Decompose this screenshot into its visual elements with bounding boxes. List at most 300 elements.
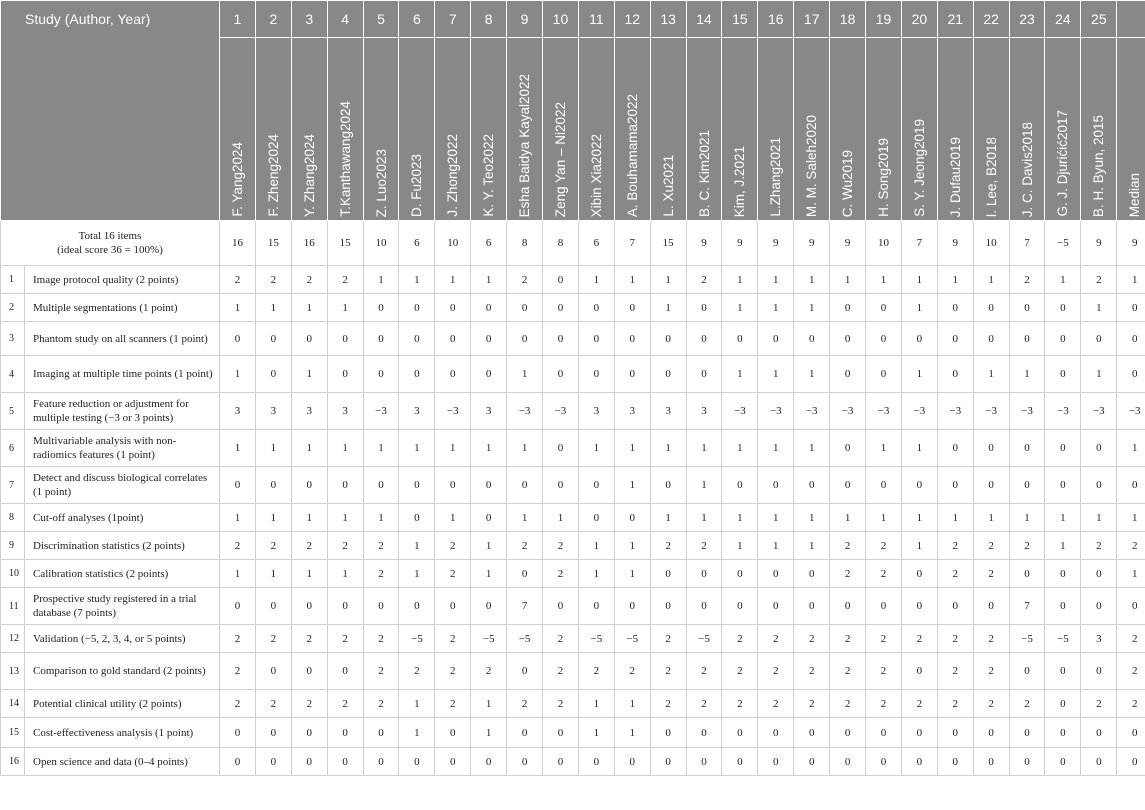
- table-row: [1, 588, 1145, 625]
- score-cell: 0: [507, 322, 543, 356]
- item-number: 15: [1, 718, 25, 748]
- table-row: [1, 532, 1145, 560]
- score-cell: −3: [758, 393, 794, 430]
- score-cell: 2: [255, 625, 291, 653]
- total-score: 9: [686, 221, 722, 266]
- score-cell: 2: [937, 560, 973, 588]
- study-name-header: [1009, 38, 1045, 221]
- score-cell: 0: [758, 748, 794, 776]
- study-name: A. Bouhamama2022: [624, 93, 640, 217]
- item-number: 1: [1, 266, 25, 294]
- median-cell: 1: [1117, 504, 1145, 532]
- score-cell: 1: [220, 504, 256, 532]
- score-cell: 1: [220, 356, 256, 393]
- study-name-header: [937, 38, 973, 221]
- score-cell: 0: [758, 718, 794, 748]
- study-name-header: [1045, 38, 1081, 221]
- score-cell: 0: [937, 322, 973, 356]
- score-cell: 2: [758, 653, 794, 690]
- score-cell: 0: [255, 718, 291, 748]
- score-cell: 2: [650, 625, 686, 653]
- score-cell: 1: [614, 266, 650, 294]
- score-cell: 1: [220, 294, 256, 322]
- score-cell: −3: [722, 393, 758, 430]
- score-cell: 2: [435, 690, 471, 718]
- score-cell: 0: [363, 748, 399, 776]
- score-cell: 0: [650, 560, 686, 588]
- score-cell: 0: [650, 748, 686, 776]
- score-cell: 2: [937, 625, 973, 653]
- median-cell: 0: [1117, 322, 1145, 356]
- score-cell: 0: [578, 356, 614, 393]
- score-cell: 2: [255, 266, 291, 294]
- total-score: 7: [901, 221, 937, 266]
- score-cell: 3: [578, 393, 614, 430]
- score-cell: 2: [722, 690, 758, 718]
- score-cell: 2: [973, 625, 1009, 653]
- score-cell: 0: [830, 588, 866, 625]
- study-name: J. Dufau2019: [947, 136, 963, 217]
- score-cell: 3: [291, 393, 327, 430]
- study-name: M. M. Saleh2020: [804, 114, 820, 217]
- score-cell: 1: [794, 532, 830, 560]
- item-description: Potential clinical utility (2 points): [25, 690, 220, 718]
- score-cell: 1: [973, 356, 1009, 393]
- total-score: 6: [399, 221, 435, 266]
- study-number: 15: [722, 1, 758, 38]
- median-cell: 1: [1117, 560, 1145, 588]
- median-cell: 1: [1117, 430, 1145, 467]
- table-row: [1, 467, 1145, 504]
- score-cell: 2: [650, 653, 686, 690]
- score-cell: 0: [973, 467, 1009, 504]
- score-cell: 1: [794, 356, 830, 393]
- median-header: [1117, 38, 1145, 221]
- score-cell: 2: [937, 532, 973, 560]
- score-cell: 0: [255, 322, 291, 356]
- score-cell: 0: [722, 588, 758, 625]
- score-cell: 0: [758, 560, 794, 588]
- study-number: 17: [794, 1, 830, 38]
- score-cell: 0: [866, 588, 902, 625]
- score-cell: 3: [1081, 625, 1117, 653]
- score-cell: 0: [686, 560, 722, 588]
- score-cell: 0: [830, 430, 866, 467]
- score-cell: 2: [543, 690, 579, 718]
- score-cell: 7: [1009, 588, 1045, 625]
- score-cell: 1: [866, 430, 902, 467]
- score-cell: 0: [1009, 718, 1045, 748]
- score-cell: −3: [1081, 393, 1117, 430]
- score-cell: 2: [1081, 690, 1117, 718]
- score-cell: 0: [327, 467, 363, 504]
- score-cell: 0: [1009, 748, 1045, 776]
- score-cell: 1: [291, 504, 327, 532]
- median-cell: 0: [1117, 467, 1145, 504]
- score-cell: 0: [758, 322, 794, 356]
- score-cell: 2: [507, 690, 543, 718]
- score-cell: 1: [471, 718, 507, 748]
- median-cell: 2: [1117, 690, 1145, 718]
- score-cell: 0: [1081, 588, 1117, 625]
- score-cell: −3: [363, 393, 399, 430]
- item-description: Cut-off analyses (1point): [25, 504, 220, 532]
- study-name-header: [722, 38, 758, 221]
- score-cell: 0: [543, 467, 579, 504]
- score-cell: 1: [507, 504, 543, 532]
- score-cell: 0: [255, 467, 291, 504]
- score-cell: 0: [435, 356, 471, 393]
- score-cell: 1: [507, 430, 543, 467]
- score-cell: 0: [866, 748, 902, 776]
- score-cell: 1: [578, 560, 614, 588]
- score-cell: 2: [291, 266, 327, 294]
- score-cell: −3: [543, 393, 579, 430]
- study-name: S. Y. Jeong2019: [911, 119, 927, 217]
- study-number: 1: [220, 1, 256, 38]
- score-cell: 2: [758, 625, 794, 653]
- score-cell: 1: [291, 560, 327, 588]
- study-name: F. Yang2024: [229, 142, 245, 217]
- score-cell: 1: [220, 560, 256, 588]
- score-cell: 1: [471, 532, 507, 560]
- score-cell: 0: [1045, 748, 1081, 776]
- score-cell: 1: [686, 504, 722, 532]
- score-cell: 2: [650, 690, 686, 718]
- score-cell: 2: [830, 653, 866, 690]
- median-cell: −3: [1117, 393, 1145, 430]
- score-cell: 0: [471, 322, 507, 356]
- total-score: 16: [291, 221, 327, 266]
- score-cell: 0: [291, 322, 327, 356]
- score-cell: 0: [471, 748, 507, 776]
- item-number: 3: [1, 322, 25, 356]
- score-cell: 0: [363, 467, 399, 504]
- score-cell: 0: [901, 748, 937, 776]
- score-cell: 1: [471, 690, 507, 718]
- score-cell: 1: [578, 690, 614, 718]
- score-cell: 0: [794, 748, 830, 776]
- score-cell: 1: [363, 430, 399, 467]
- item-description: Open science and data (0–4 points): [25, 748, 220, 776]
- score-cell: 1: [1081, 504, 1117, 532]
- median-cell: 1: [1117, 266, 1145, 294]
- score-cell: 2: [973, 653, 1009, 690]
- study-name: Y. Zhang2024: [301, 133, 317, 217]
- score-cell: 1: [578, 532, 614, 560]
- score-cell: 0: [255, 356, 291, 393]
- score-cell: 1: [722, 294, 758, 322]
- study-number: 22: [973, 1, 1009, 38]
- score-cell: 2: [1009, 690, 1045, 718]
- total-label: [1, 221, 220, 266]
- score-cell: 0: [471, 588, 507, 625]
- score-cell: 2: [686, 690, 722, 718]
- total-label-line2: (ideal score 36 = 100%): [57, 244, 163, 256]
- total-score: −5: [1045, 221, 1081, 266]
- score-cell: 1: [614, 560, 650, 588]
- score-cell: 2: [794, 625, 830, 653]
- median-cell: 0: [1117, 294, 1145, 322]
- score-cell: 0: [1045, 588, 1081, 625]
- score-cell: 2: [830, 625, 866, 653]
- score-cell: 0: [650, 467, 686, 504]
- table-row: [1, 356, 1145, 393]
- score-cell: 1: [399, 532, 435, 560]
- study-number: 16: [758, 1, 794, 38]
- score-cell: 2: [686, 532, 722, 560]
- study-name-header: [686, 38, 722, 221]
- score-cell: 0: [1045, 356, 1081, 393]
- score-cell: 0: [435, 748, 471, 776]
- score-cell: 0: [614, 588, 650, 625]
- score-cell: 0: [973, 588, 1009, 625]
- study-name: K. Y. Teo2022: [481, 134, 497, 217]
- score-cell: 7: [507, 588, 543, 625]
- score-cell: 0: [291, 653, 327, 690]
- score-cell: 2: [327, 532, 363, 560]
- study-name-header: [614, 38, 650, 221]
- score-cell: 0: [507, 653, 543, 690]
- study-number: 9: [507, 1, 543, 38]
- median-number-blank: [1117, 1, 1145, 38]
- score-cell: 1: [901, 430, 937, 467]
- score-cell: 0: [399, 294, 435, 322]
- score-cell: 0: [220, 718, 256, 748]
- score-cell: 2: [1081, 266, 1117, 294]
- score-cell: −5: [686, 625, 722, 653]
- score-cell: 2: [291, 690, 327, 718]
- total-score: 6: [471, 221, 507, 266]
- score-cell: 0: [327, 322, 363, 356]
- score-cell: 2: [327, 690, 363, 718]
- score-cell: 1: [614, 532, 650, 560]
- score-cell: 1: [327, 504, 363, 532]
- item-description: Detect and discuss biological correlates (1 point): [25, 467, 220, 504]
- score-cell: 0: [435, 467, 471, 504]
- score-cell: 1: [973, 266, 1009, 294]
- score-cell: 1: [399, 718, 435, 748]
- score-cell: 0: [507, 748, 543, 776]
- item-number: 4: [1, 356, 25, 393]
- study-name-header: [543, 38, 579, 221]
- study-name-header: [866, 38, 902, 221]
- score-cell: 1: [866, 504, 902, 532]
- score-cell: 2: [830, 560, 866, 588]
- total-score: 7: [1009, 221, 1045, 266]
- score-cell: 0: [255, 588, 291, 625]
- total-score: 10: [973, 221, 1009, 266]
- study-name: Zeng Yan – Ni2022: [552, 101, 568, 217]
- score-cell: 2: [435, 625, 471, 653]
- item-number: 9: [1, 532, 25, 560]
- score-cell: 2: [794, 653, 830, 690]
- study-name: C. Wu2019: [840, 149, 856, 217]
- table-row: [1, 718, 1145, 748]
- score-cell: 0: [973, 294, 1009, 322]
- score-cell: 2: [937, 690, 973, 718]
- study-name: Z. Luo2023: [373, 148, 389, 217]
- score-cell: 3: [399, 393, 435, 430]
- study-number: 2: [255, 1, 291, 38]
- score-cell: 1: [722, 356, 758, 393]
- score-cell: 0: [399, 356, 435, 393]
- item-number: 10: [1, 560, 25, 588]
- score-cell: 1: [722, 504, 758, 532]
- score-cell: 1: [794, 430, 830, 467]
- study-name-header: [794, 38, 830, 221]
- score-cell: 0: [327, 748, 363, 776]
- item-description: Multivariable analysis with non-radiomics features (1 point): [25, 430, 220, 467]
- score-cell: 1: [399, 266, 435, 294]
- study-name: G. J. Djurićić2017: [1055, 110, 1071, 217]
- score-cell: 0: [507, 294, 543, 322]
- score-cell: 0: [650, 588, 686, 625]
- item-description: Validation (−5, 2, 3, 4, or 5 points): [25, 625, 220, 653]
- score-cell: 1: [255, 430, 291, 467]
- score-cell: 1: [291, 356, 327, 393]
- score-cell: 2: [220, 690, 256, 718]
- study-name: B. H. Byun, 2015: [1091, 114, 1107, 217]
- score-cell: −3: [435, 393, 471, 430]
- score-cell: 1: [1009, 356, 1045, 393]
- score-cell: 0: [578, 467, 614, 504]
- score-cell: 2: [866, 560, 902, 588]
- table-title: Study (Author, Year): [1, 1, 220, 221]
- score-cell: 0: [578, 748, 614, 776]
- table-row: [1, 294, 1145, 322]
- score-cell: 2: [758, 690, 794, 718]
- score-cell: 0: [722, 322, 758, 356]
- score-cell: −5: [1045, 625, 1081, 653]
- score-cell: 0: [866, 294, 902, 322]
- score-cell: 2: [363, 690, 399, 718]
- score-cell: 0: [435, 322, 471, 356]
- study-name-header: [1081, 38, 1117, 221]
- score-cell: 1: [363, 504, 399, 532]
- score-cell: 1: [327, 294, 363, 322]
- study-name-header: [399, 38, 435, 221]
- score-cell: 2: [830, 532, 866, 560]
- study-name: Esha Baidya Kayal2022: [517, 73, 533, 217]
- score-cell: 0: [543, 356, 579, 393]
- score-cell: 2: [220, 266, 256, 294]
- study-name-header: [650, 38, 686, 221]
- score-cell: 0: [327, 653, 363, 690]
- score-cell: 0: [399, 588, 435, 625]
- score-cell: 1: [291, 294, 327, 322]
- score-cell: −3: [1009, 393, 1045, 430]
- item-number: 7: [1, 467, 25, 504]
- score-cell: 0: [543, 718, 579, 748]
- total-score: 16: [220, 221, 256, 266]
- score-cell: 0: [543, 322, 579, 356]
- total-score: 8: [507, 221, 543, 266]
- table-row: [1, 625, 1145, 653]
- study-name: L. Xu2021: [660, 155, 676, 217]
- score-cell: 1: [471, 266, 507, 294]
- score-cell: 0: [578, 504, 614, 532]
- score-cell: 1: [794, 294, 830, 322]
- study-number: 23: [1009, 1, 1045, 38]
- score-cell: 2: [291, 532, 327, 560]
- score-cell: 1: [614, 430, 650, 467]
- score-cell: 2: [1081, 532, 1117, 560]
- score-cell: 1: [830, 266, 866, 294]
- score-cell: 0: [1009, 322, 1045, 356]
- study-number: 14: [686, 1, 722, 38]
- score-cell: 1: [901, 532, 937, 560]
- score-cell: 2: [901, 625, 937, 653]
- score-cell: 1: [758, 504, 794, 532]
- score-cell: 0: [471, 504, 507, 532]
- score-cell: 1: [794, 504, 830, 532]
- study-name: H. Song2019: [875, 138, 891, 217]
- score-cell: 2: [866, 625, 902, 653]
- item-description: Feature reduction or adjustment for multiple testing (−3 or 3 points): [25, 393, 220, 430]
- score-cell: 0: [937, 430, 973, 467]
- score-cell: 0: [291, 467, 327, 504]
- score-cell: 0: [650, 322, 686, 356]
- total-score: 10: [435, 221, 471, 266]
- item-description: Prospective study registered in a trial database (7 points): [25, 588, 220, 625]
- score-cell: 1: [758, 430, 794, 467]
- score-cell: 0: [937, 748, 973, 776]
- score-cell: 1: [650, 430, 686, 467]
- score-cell: 2: [291, 625, 327, 653]
- score-cell: 0: [866, 718, 902, 748]
- score-cell: 2: [363, 653, 399, 690]
- study-name: J. C. Davis2018: [1019, 121, 1035, 217]
- total-score: 10: [866, 221, 902, 266]
- score-cell: 1: [722, 532, 758, 560]
- score-cell: 0: [973, 322, 1009, 356]
- score-cell: 0: [1081, 718, 1117, 748]
- score-cell: 0: [435, 294, 471, 322]
- total-score: 9: [722, 221, 758, 266]
- score-cell: 2: [471, 653, 507, 690]
- score-cell: 0: [722, 718, 758, 748]
- score-cell: 0: [1045, 322, 1081, 356]
- score-cell: 0: [220, 588, 256, 625]
- item-description: Discrimination statistics (2 points): [25, 532, 220, 560]
- score-cell: 0: [901, 588, 937, 625]
- score-cell: 0: [1045, 690, 1081, 718]
- study-name: D. Fu2023: [409, 153, 425, 217]
- study-name: L.Zhang2021: [768, 137, 784, 217]
- score-cell: 2: [363, 532, 399, 560]
- score-cell: 0: [1045, 467, 1081, 504]
- study-number: 11: [578, 1, 614, 38]
- score-cell: −5: [614, 625, 650, 653]
- study-number: 13: [650, 1, 686, 38]
- score-cell: −3: [973, 393, 1009, 430]
- score-cell: 0: [614, 356, 650, 393]
- score-cell: 0: [973, 748, 1009, 776]
- score-cell: 1: [614, 467, 650, 504]
- score-cell: 0: [327, 588, 363, 625]
- score-cell: 1: [471, 430, 507, 467]
- score-cell: 2: [866, 653, 902, 690]
- item-number: 12: [1, 625, 25, 653]
- score-cell: 3: [614, 393, 650, 430]
- score-cell: 0: [937, 356, 973, 393]
- study-name: Kim, J.2021: [732, 145, 748, 217]
- score-cell: 0: [327, 718, 363, 748]
- score-cell: 2: [220, 653, 256, 690]
- score-cell: 1: [435, 430, 471, 467]
- score-cell: −5: [399, 625, 435, 653]
